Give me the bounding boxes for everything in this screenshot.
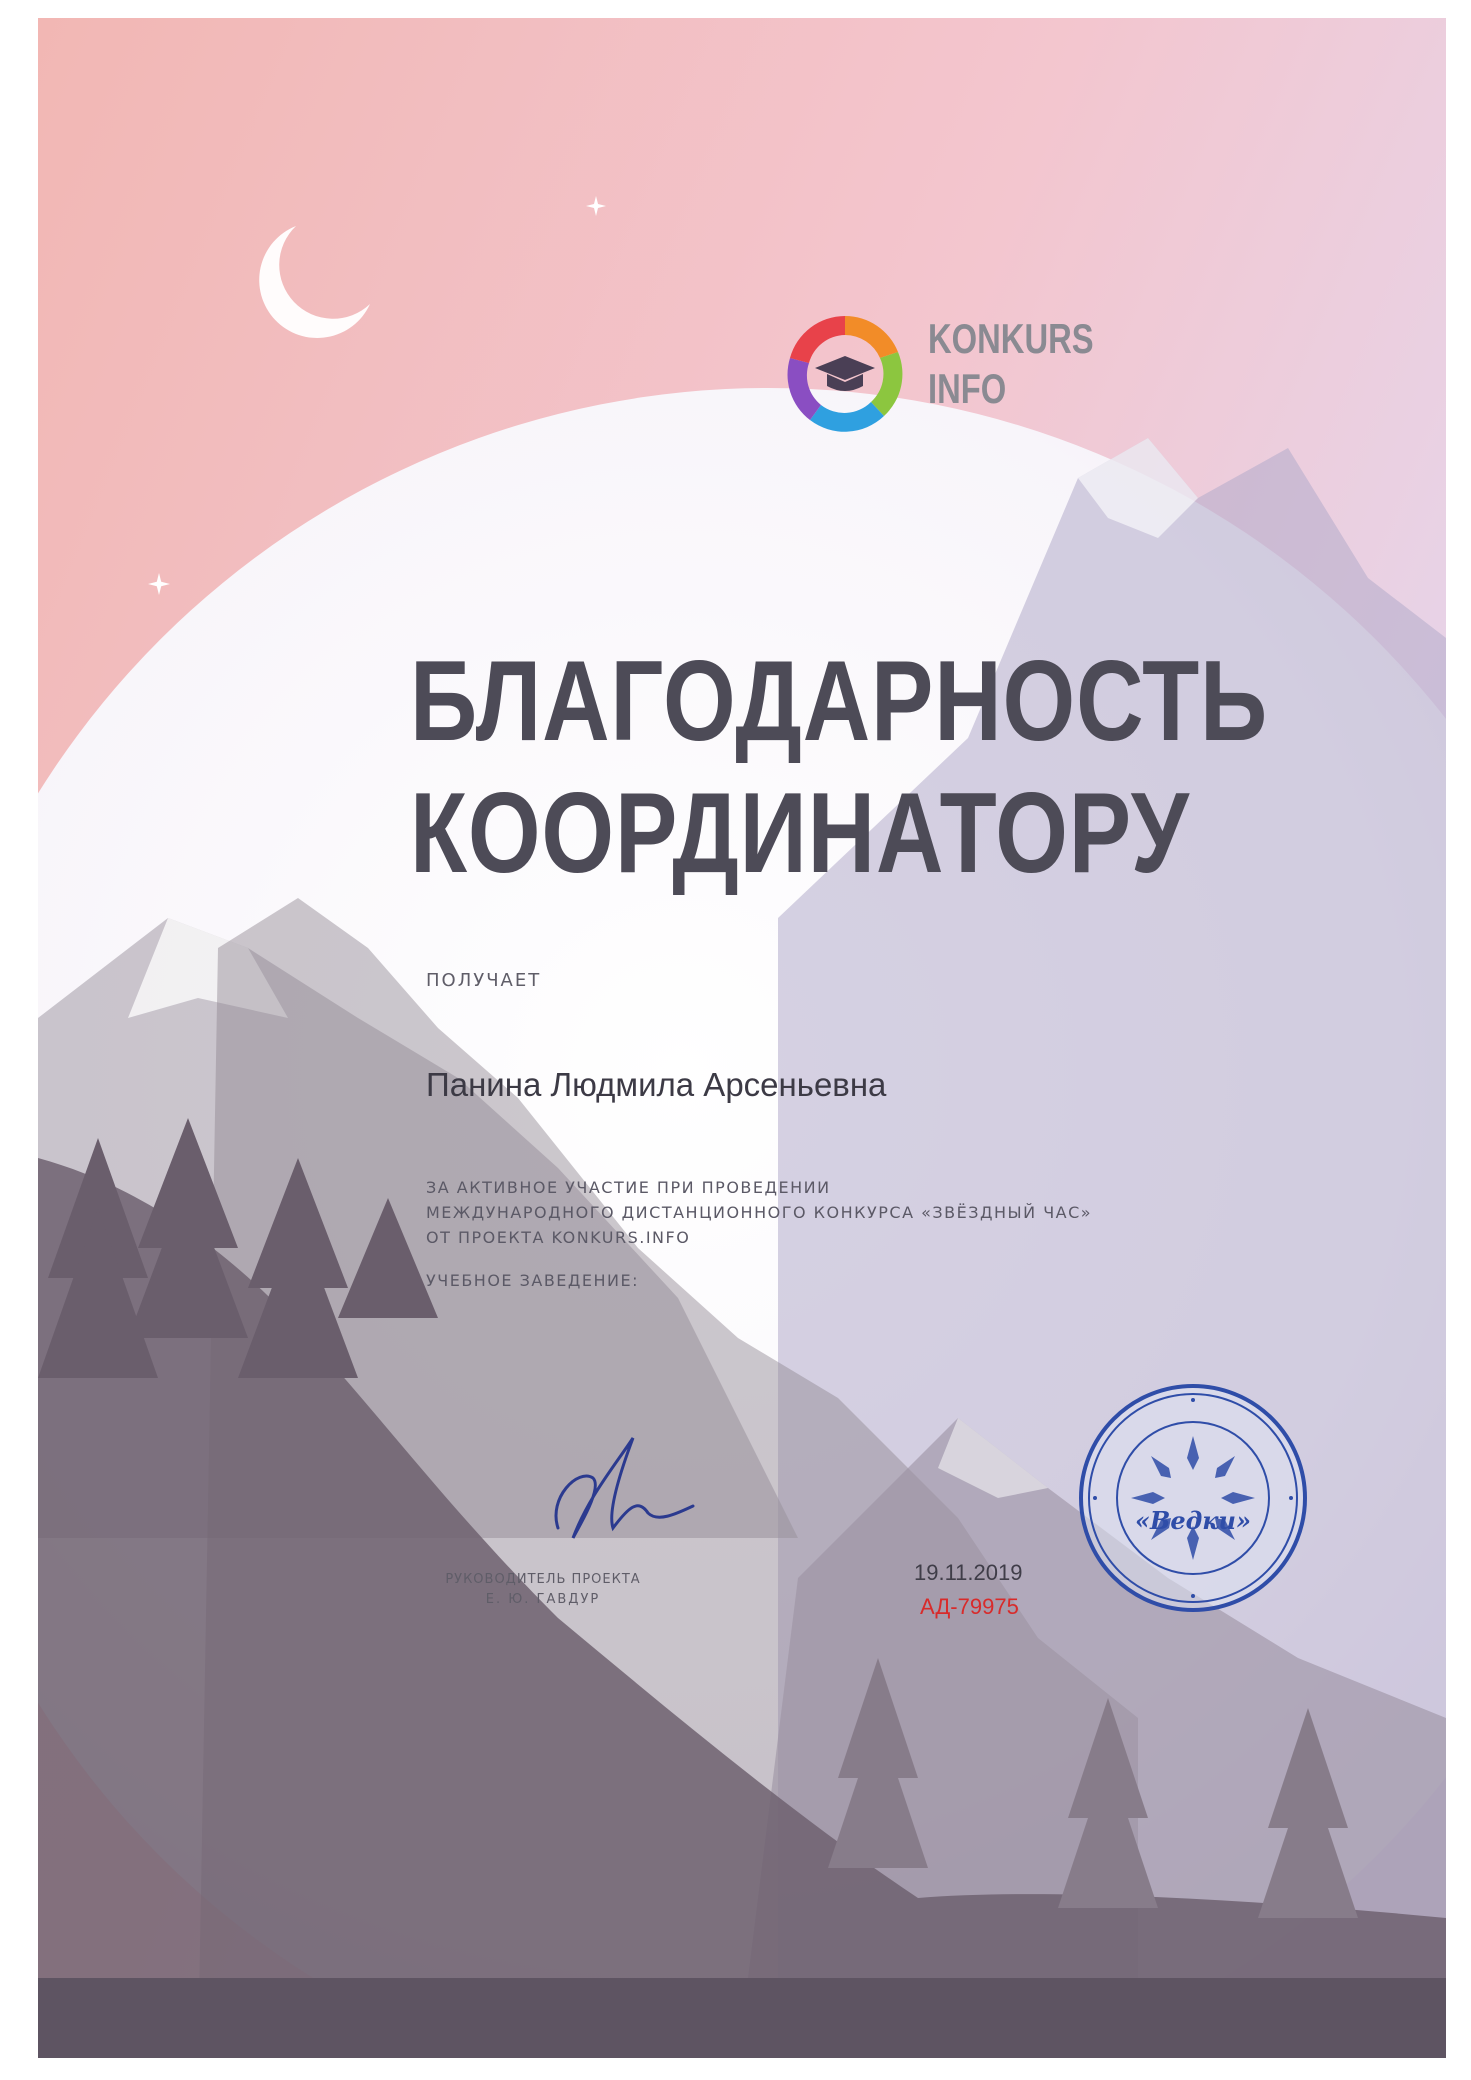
official-seal [1073,1378,1313,1618]
certificate-title [410,636,1268,900]
registration-number: АД-79975 [920,1594,1019,1619]
sparkle-star-icon [586,196,606,216]
crescent-moon-icon [248,216,378,346]
institution-label: УЧЕБНОЕ ЗАВЕДЕНИЕ: [426,1271,640,1290]
title-line-1: БЛАГОДАРНОСТЬ [410,638,1269,765]
certificate [38,18,1446,2058]
reason-line-1: ЗА АКТИВНОЕ УЧАСТИЕ ПРИ ПРОВЕДЕНИИ [426,1178,831,1197]
sparkle-star-icon [148,573,170,595]
seal-name: «Ведки» [1135,1506,1251,1535]
graduation-cap-cycle-icon [780,308,910,438]
signer-role: РУКОВОДИТЕЛЬ ПРОЕКТА [445,1572,641,1587]
handwritten-signature [518,1418,698,1558]
signer-name: Е. Ю. ГАВДУР [485,1592,601,1607]
issue-date: 19.11.2019 [914,1560,1023,1585]
logo-wordmark [928,314,1094,414]
logo-line-2: INFO [928,365,1007,412]
title-line-2: КООРДИНАТОРУ [410,770,1190,897]
recipient-name: Панина Людмила Арсеньевна [426,1066,887,1103]
receives-label: ПОЛУЧАЕТ [426,970,542,991]
award-reason [426,1175,1326,1250]
logo-line-1: KONKURS [928,315,1094,362]
reason-line-2: МЕЖДУНАРОДНОГО ДИСТАНЦИОННОГО КОНКУРСА «ЗВЁЗДНЫЙ ЧАС» [426,1203,1093,1222]
reason-line-3: ОТ ПРОЕКТА KONKURS.INFO [426,1228,691,1247]
